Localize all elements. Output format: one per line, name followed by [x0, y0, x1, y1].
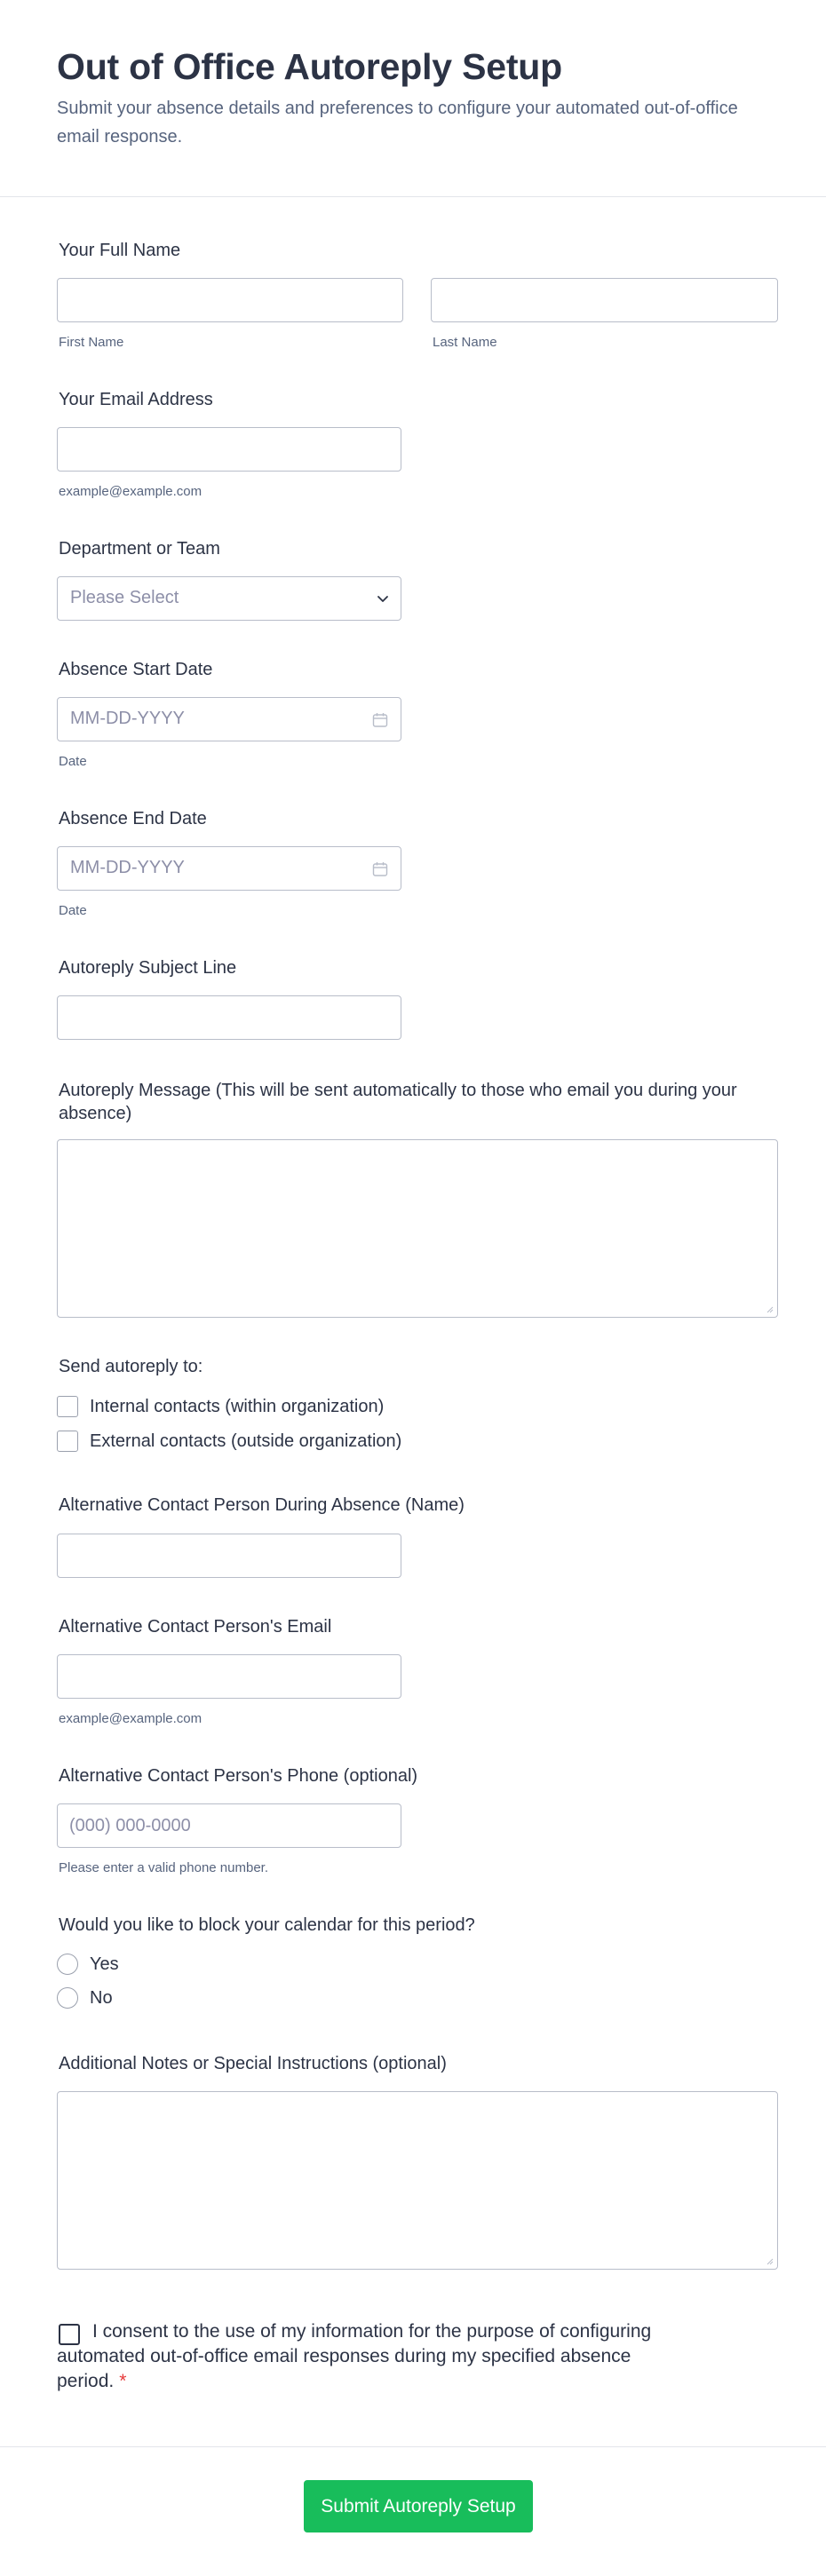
end-date-input[interactable]	[57, 846, 401, 891]
department-select[interactable]	[57, 576, 401, 621]
subject-input[interactable]	[57, 995, 401, 1040]
alt-name-input[interactable]	[57, 1534, 401, 1578]
message-textarea[interactable]	[57, 1139, 778, 1318]
block-calendar-label: Would you like to block your calendar for this period?	[59, 1915, 475, 1935]
consent-label: I consent to the use of my information for the purpose of configuring automated out-of-office email responses during my specified absence period.	[57, 2321, 652, 2391]
alt-phone-label: Alternative Contact Person's Phone (optional)	[59, 1766, 418, 1786]
end-date-placeholder: MM-DD-YYYY	[70, 858, 185, 877]
required-asterisk: *	[119, 2371, 127, 2391]
end-date-label: Absence End Date	[59, 809, 207, 828]
start-date-sublabel: Date	[59, 754, 87, 769]
submit-button[interactable]: Submit Autoreply Setup	[304, 2480, 533, 2532]
block-calendar-option-label: No	[90, 1988, 113, 2008]
email-input[interactable]	[57, 427, 401, 472]
last-name-sublabel: Last Name	[433, 335, 497, 350]
consent-text	[57, 2319, 696, 2394]
start-date-label: Absence Start Date	[59, 660, 213, 679]
alt-email-sublabel: example@example.com	[59, 1711, 203, 1726]
message-label: Autoreply Message (This will be sent automatically to those who email you during your absence)	[59, 1081, 737, 1123]
first-name-input[interactable]	[57, 278, 403, 322]
radio-button[interactable]	[57, 1954, 78, 1975]
checkbox[interactable]	[57, 1396, 78, 1417]
radio-button[interactable]	[57, 1987, 78, 2009]
first-name-sublabel: First Name	[59, 335, 124, 350]
alt-email-input[interactable]	[57, 1654, 401, 1699]
notes-label: Additional Notes or Special Instructions (optional)	[59, 2054, 447, 2073]
full-name-label: Your Full Name	[59, 241, 181, 260]
checkbox[interactable]	[57, 1431, 78, 1452]
resize-grip-icon[interactable]	[766, 1305, 774, 1313]
footer-divider	[0, 2446, 826, 2447]
page-subtitle: Submit your absence details and preferences to configure your automated out-of-office email response.	[57, 99, 738, 147]
last-name-input[interactable]	[431, 278, 778, 322]
alt-phone-sublabel: Please enter a valid phone number.	[59, 1860, 268, 1875]
block-calendar-option-label: Yes	[90, 1954, 119, 1974]
alt-email-label: Alternative Contact Person's Email	[59, 1617, 332, 1637]
send-to-option-label: Internal contacts (within organization)	[90, 1397, 385, 1416]
chevron-down-icon	[376, 591, 390, 606]
department-label: Department or Team	[59, 539, 220, 559]
email-label: Your Email Address	[59, 390, 213, 409]
email-sublabel: example@example.com	[59, 484, 203, 499]
calendar-icon[interactable]	[372, 861, 388, 877]
alt-phone-input[interactable]	[57, 1803, 401, 1848]
calendar-icon[interactable]	[372, 712, 388, 728]
start-date-input[interactable]	[57, 697, 401, 741]
end-date-sublabel: Date	[59, 903, 87, 918]
send-to-label: Send autoreply to:	[59, 1357, 203, 1376]
notes-textarea[interactable]	[57, 2091, 778, 2270]
send-to-option-label: External contacts (outside organization)	[90, 1431, 402, 1451]
subject-label: Autoreply Subject Line	[59, 958, 237, 978]
form-header	[0, 0, 826, 197]
start-date-placeholder: MM-DD-YYYY	[70, 709, 185, 728]
page-title: Out of Office Autoreply Setup	[57, 46, 562, 87]
department-select-value: Please Select	[70, 588, 179, 607]
resize-grip-icon[interactable]	[766, 2257, 774, 2265]
alt-name-label: Alternative Contact Person During Absence (Name)	[59, 1495, 465, 1515]
